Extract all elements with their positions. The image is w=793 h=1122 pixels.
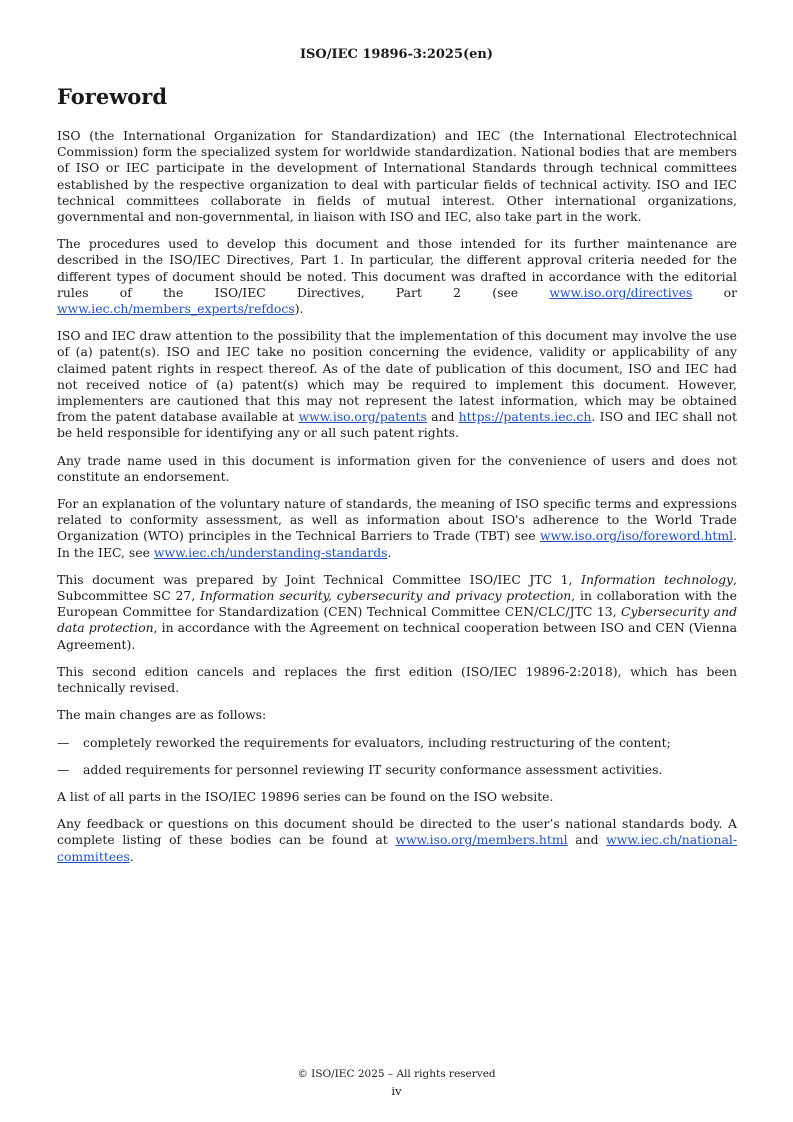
link-iec-understanding-standards[interactable]: www.iec.ch/understanding-standards [153,544,388,560]
paragraph-text: and [567,832,607,848]
paragraph-voluntary-nature [57,496,737,561]
paragraph-series-list: A list of all parts in the ISO/IEC 19896 series can be found on the ISO website. [57,788,554,804]
italic-committee-title: Information technology [581,571,734,587]
paragraph-main-changes-intro: The main changes are as follows: [57,707,267,723]
paragraph-procedures [57,236,737,317]
foreword-body [57,128,737,876]
paragraph-edition: This second edition cancels and replaces the first edition (ISO/IEC 19896-2:2018), which has been technically revised. [57,663,737,696]
page-number: iv [391,1084,402,1098]
paragraph-text: , in accordance with the Agreement on technical cooperation between ISO and CEN (Vienna Agreement). [57,620,737,652]
list-dash: — [57,761,70,777]
list-item-text: completely reworked the requirements for evaluators, including restructuring of the content; [83,734,671,750]
paragraph-patents [57,328,737,441]
paragraph-trade-name: Any trade name used in this document is information given for the convenience of users and does not constitute an endorsement. [57,452,737,484]
copyright-notice: © ISO/IEC 2025 – All rights reserved [297,1068,496,1080]
paragraph-text: . ISO and IEC shall not be held responsible for identifying any or all such patent rights. [57,409,737,441]
paragraph-text: . [129,848,134,864]
page-footer [0,1066,793,1100]
paragraph-text: ). [294,301,304,317]
paragraph-organizations: ISO (the International Organization for Standardization) and IEC (the International Electrotechnical Commission) form the specialized system for worldwide standardization. National bodies that are members of ISO or IEC participate in the development of International Standards through technical committees established by the respective organization to deal with particular fields of technical activity. ISO and IEC technical committees collaborate in fields of mutual interest. Other international organizations, governmental and non-governmental, in liaison with ISO and IEC, also take part in the work. [57,128,737,225]
list-item-text: added requirements for personnel reviewing IT security conformance assessment activities. [83,761,663,777]
paragraph-text: . [387,544,392,560]
paragraph-text: , Subcommittee SC 27, [57,571,737,604]
list-dash: — [57,734,70,750]
link-iso-foreword[interactable]: www.iso.org/iso/foreword.html [539,528,734,544]
italic-subcommittee-title: Information security, cybersecurity and privacy protection [200,588,572,604]
link-iec-national-committees[interactable]: www.iec.ch/national-committees [57,832,738,864]
list-item [57,735,737,751]
link-iso-members[interactable]: www.iso.org/members.html [395,832,568,848]
paragraph-prepared-by [57,572,737,653]
paragraph-text: ISO and IEC draw attention to the possibility that the implementation of this document may involve the use of (a) patent(s). ISO and IEC take no position concerning the evidence, validity or applicability of any claimed patent rights in respect thereof. As of the date of publication of this document, ISO and IEC had not received notice of (a) patent(s) which may be required to implement this document. However, implementers are cautioned that this may not represent the latest information, which may be obtained from the patent database available at [57,328,737,425]
paragraph-feedback [57,816,737,865]
paragraph-text: Any feedback or questions on this document should be directed to the user’s national standards body. A complete listing of these bodies can be found at [57,816,737,848]
paragraph-text: or [692,284,738,300]
document-id-header: ISO/IEC 19896-3:2025(en) [299,47,494,62]
paragraph-text: , in collaboration with the European Committee for Standardization (CEN) Technical Committee CEN/CLC/JTC 13, [57,588,737,620]
link-iec-refdocs[interactable]: www.iec.ch/members_experts/refdocs [57,301,295,317]
link-iso-directives[interactable]: www.iso.org/directives [549,284,693,300]
link-iec-patents[interactable]: https://patents.iec.ch [458,409,592,425]
paragraph-text: The procedures used to develop this document and those intended for its further maintenance are described in the ISO/IEC Directives, Part 1. In particular, the different approval criteria needed for the different types of document should be noted. This document was drafted in accordance with the editorial rules of the ISO/IEC Directives, Part 2 (see [57,236,737,300]
list-item [57,762,737,778]
link-iso-patents[interactable]: www.iso.org/patents [298,409,427,425]
italic-cen-committee-title: Cybersecurity and data protection [57,604,737,636]
paragraph-text: and [426,409,459,425]
paragraph-text: . In the IEC, see [57,528,737,560]
page-title: Foreword [57,84,168,109]
paragraph-text: This document was prepared by Joint Technical Committee ISO/IEC JTC 1, [57,571,582,587]
paragraph-text: For an explanation of the voluntary nature of standards, the meaning of ISO specific terms and expressions related to conformity assessment, as well as information about ISO's adherence to the World Trade Organization (WTO) principles in the Technical Barriers to Trade (TBT) see [57,496,737,544]
